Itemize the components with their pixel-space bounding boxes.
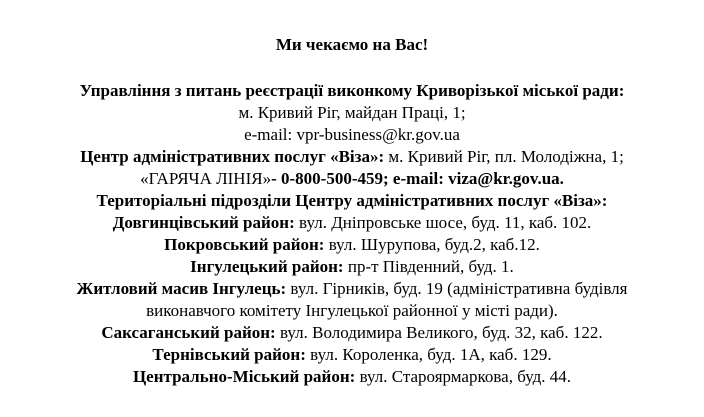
admin-title: Управління з питань реєстрації виконкому Криворізької міської ради: bbox=[79, 81, 625, 100]
hotline-label: «ГАРЯЧА ЛІНІЯ» bbox=[140, 169, 272, 188]
page-heading: Ми чекаємо на Вас! bbox=[275, 35, 429, 54]
hotline-details: - 0-800-500-459; e-mail: viza@kr.gov.ua. bbox=[271, 169, 564, 188]
admin-email: e-mail: vpr-business@kr.gov.ua bbox=[244, 125, 460, 144]
district-name: Центрально-Міський район: bbox=[132, 367, 356, 386]
district-address: вул. Шурупова, буд.2, каб.12. bbox=[324, 235, 540, 254]
district-address: вул. Староярмаркова, буд. 44. bbox=[355, 367, 572, 386]
district-address: вул. Короленка, буд. 1А, каб. 129. bbox=[305, 345, 552, 364]
district-line bbox=[0, 366, 704, 388]
district-line bbox=[0, 344, 704, 366]
district-name: Довгинцівський район: bbox=[112, 213, 295, 232]
district-name: Покровський район: bbox=[164, 235, 325, 254]
hotline-line bbox=[0, 168, 704, 190]
district-line bbox=[0, 234, 704, 256]
district-name: Інгулецький район: bbox=[190, 257, 344, 276]
district-name: Саксаганський район: bbox=[101, 323, 276, 342]
district-address: вул. Гірників, буд. 19 (адміністративна будівля bbox=[286, 279, 628, 298]
district-line bbox=[0, 278, 704, 300]
district-address: вул. Володимира Великого, буд. 32, каб. 122. bbox=[275, 323, 603, 342]
center-title: Центр адміністративних послуг «Віза»: bbox=[80, 147, 385, 166]
district-line bbox=[0, 256, 704, 278]
district-address-continuation: виконавчого комітету Інгулецької районної у місті ради). bbox=[146, 301, 558, 320]
contact-info-block bbox=[0, 80, 704, 388]
district-name: Житловий масив Інгулець: bbox=[76, 279, 287, 298]
center-address: м. Кривий Ріг, пл. Молодіжна, 1; bbox=[384, 147, 624, 166]
district-address: пр-т Південний, буд. 1. bbox=[343, 257, 514, 276]
district-address: вул. Дніпровське шосе, буд. 11, каб. 102. bbox=[294, 213, 592, 232]
district-line bbox=[0, 212, 704, 234]
district-name: Тернівський район: bbox=[152, 345, 306, 364]
admin-address: м. Кривий Ріг, майдан Праці, 1; bbox=[238, 103, 466, 122]
district-line bbox=[0, 322, 704, 344]
center-line bbox=[0, 146, 704, 168]
territorial-title: Територіальні підрозділи Центру адміністративних послуг «Віза»: bbox=[96, 191, 608, 210]
